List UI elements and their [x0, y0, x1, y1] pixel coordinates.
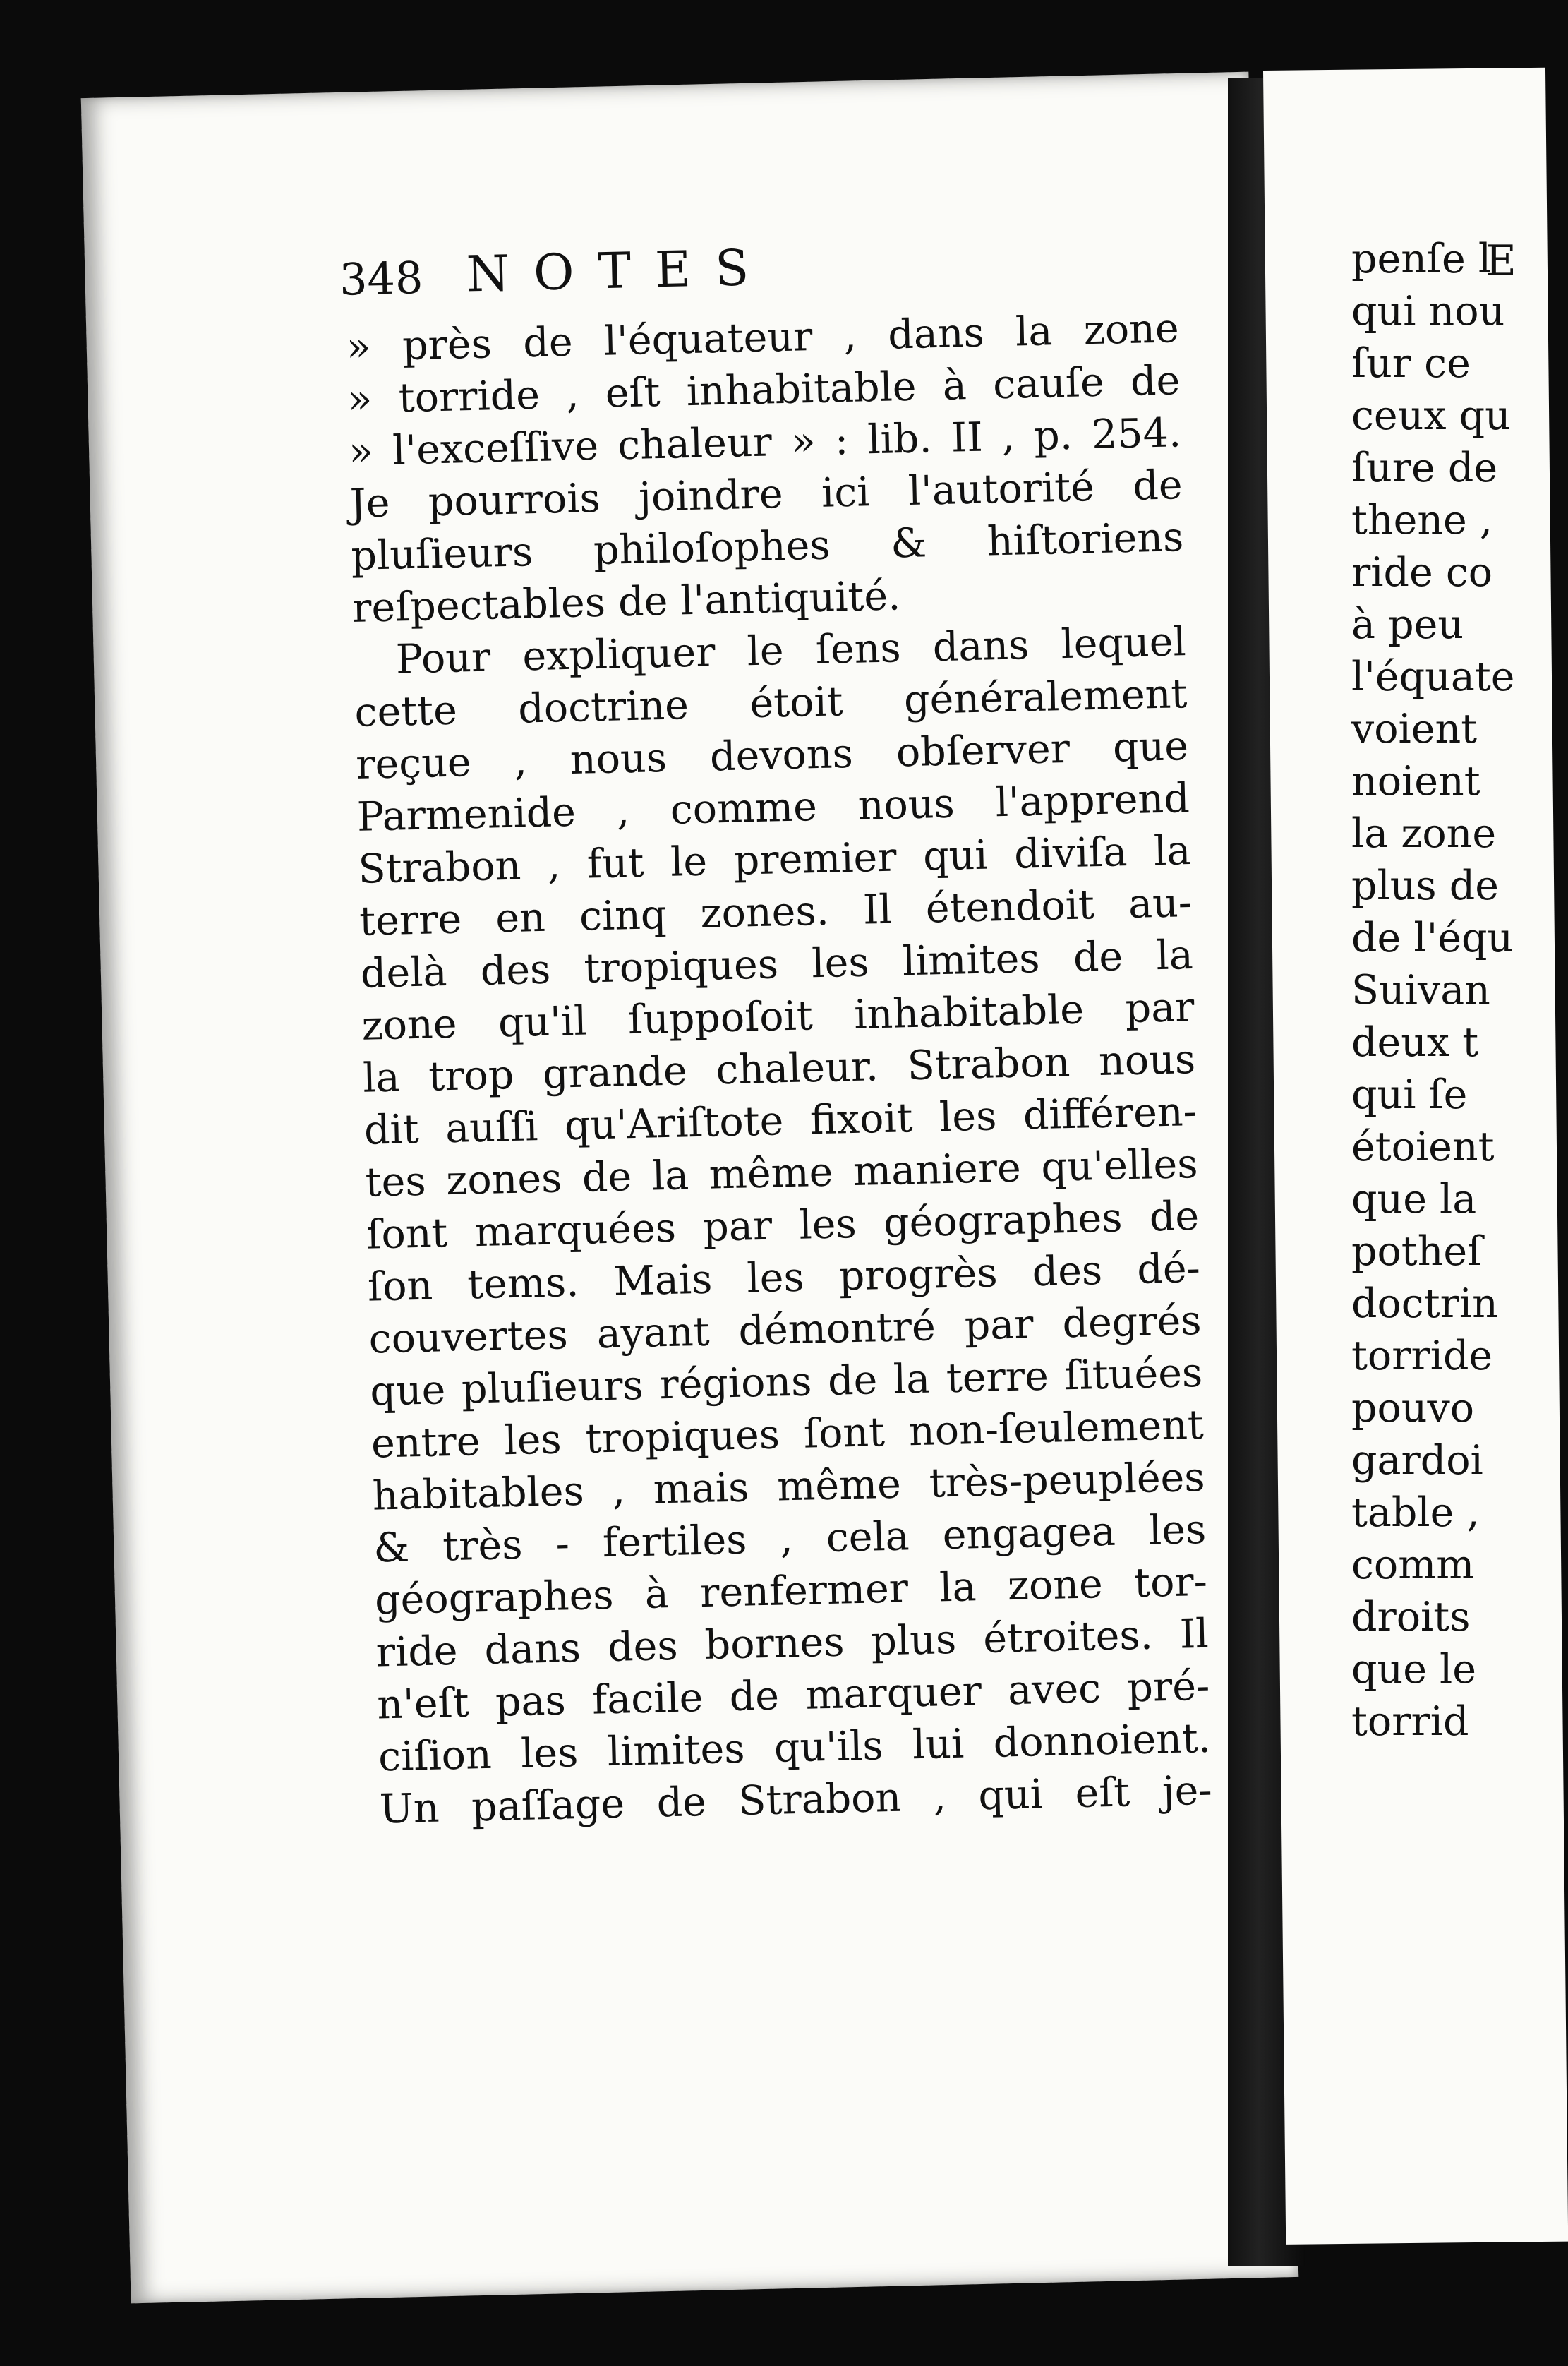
text-line: pouvo: [1351, 1385, 1475, 1431]
text-line: dit auſſi qu'Ariſtote fixoit les différen-: [363, 1088, 1198, 1154]
page-number: 348: [339, 251, 424, 306]
text-line: reſpectables de l'antiquité.: [351, 572, 901, 632]
text-line: ride co: [1351, 549, 1493, 596]
text-line: qui ſe: [1351, 1071, 1468, 1118]
text-line: tes zones de la même maniere qu'elles: [364, 1140, 1199, 1206]
text-line: n'eſt pas facile de marquer avec pré-: [376, 1662, 1210, 1729]
text-line: gardoi: [1351, 1437, 1483, 1484]
text-line: reçue , nous devons obſerver que: [355, 723, 1189, 788]
text-line: couvertes ayant démontré par degrés: [368, 1297, 1202, 1363]
text-line: la zone: [1351, 810, 1497, 857]
text-line: ſon tems. Mais les progrès des dé-: [367, 1244, 1201, 1311]
text-line: terre en cinq zones. Il étendoit au-: [358, 879, 1193, 945]
text-line: thene ,: [1351, 497, 1493, 544]
text-line: comm: [1351, 1542, 1475, 1588]
text-line: Pour expliquer le ſens dans lequel: [395, 618, 1187, 683]
text-line: ciſion les limites qu'ils lui donnoient.: [378, 1715, 1212, 1781]
text-line: potheſ: [1351, 1228, 1483, 1275]
text-line: entre les tropiques ſont non-ſeulement: [370, 1401, 1205, 1467]
text-line: zone qu'il ſuppoſoit inhabitable par: [361, 983, 1195, 1050]
text-line: droits: [1351, 1594, 1471, 1640]
text-line: l'équate: [1351, 654, 1515, 700]
text-line: deux t: [1351, 1019, 1479, 1066]
text-line: table ,: [1351, 1489, 1480, 1536]
text-line: de l'équ: [1351, 915, 1514, 961]
text-line: Je pourrois joindre ici l'autorité de: [349, 462, 1183, 527]
text-line: delà des tropiques les limites de la: [360, 931, 1194, 997]
text-line: Parmenide , comme nous l'apprend: [356, 775, 1190, 841]
text-line: torride: [1351, 1333, 1493, 1379]
text-line: Suivan: [1351, 967, 1490, 1014]
text-line: plus de: [1351, 863, 1500, 909]
text-line: que la: [1351, 1176, 1477, 1223]
right-page-header-fragment: E: [1485, 236, 1516, 286]
text-line: à peu: [1351, 601, 1464, 648]
text-line: que pluſieurs régions de la terre ſituées: [369, 1349, 1203, 1415]
text-line: la trop grande chaleur. Strabon nous: [362, 1035, 1196, 1102]
text-line: habitables , mais même très-peuplées: [372, 1453, 1206, 1520]
text-line: ceux qu: [1351, 392, 1511, 439]
text-line: ſur ce: [1351, 340, 1471, 387]
text-line: qui nou: [1351, 288, 1505, 335]
text-line: ride dans des bornes plus étroites. Il: [375, 1610, 1210, 1676]
text-line: Un paſſage de Strabon , qui eſt je-: [379, 1767, 1213, 1833]
text-line: géographes à renfermer la zone tor-: [374, 1558, 1208, 1624]
text-line: ſont marquées par les géographes de: [366, 1192, 1200, 1259]
text-line: ſure de: [1351, 445, 1498, 491]
text-line: » torride , eſt inhabitable à cauſe de: [346, 357, 1181, 423]
left-page-body-text: [346, 302, 1212, 1835]
text-line: que le: [1351, 1646, 1477, 1693]
text-line: & très - fertiles , cela engagea les: [373, 1506, 1207, 1572]
text-line: » près de l'équateur , dans la zone: [346, 305, 1180, 371]
text-line: » l'exceſſive chaleur » : lib. II , p. 254.: [348, 409, 1182, 475]
text-line: noient: [1351, 758, 1480, 805]
text-line: étoient: [1351, 1124, 1495, 1170]
running-title: NOTES: [465, 238, 774, 304]
text-line: Strabon , fut le premier qui diviſa la: [357, 827, 1192, 893]
text-line: penſe l: [1351, 236, 1492, 282]
text-line: pluſieurs philoſophes & hiſtoriens: [350, 514, 1184, 580]
right-page-body-text: [1351, 233, 1515, 1748]
text-line: torrid: [1351, 1698, 1469, 1745]
text-line: cette doctrine étoit généralement: [354, 671, 1188, 736]
text-line: voient: [1351, 706, 1478, 752]
text-line: doctrin: [1351, 1280, 1498, 1327]
